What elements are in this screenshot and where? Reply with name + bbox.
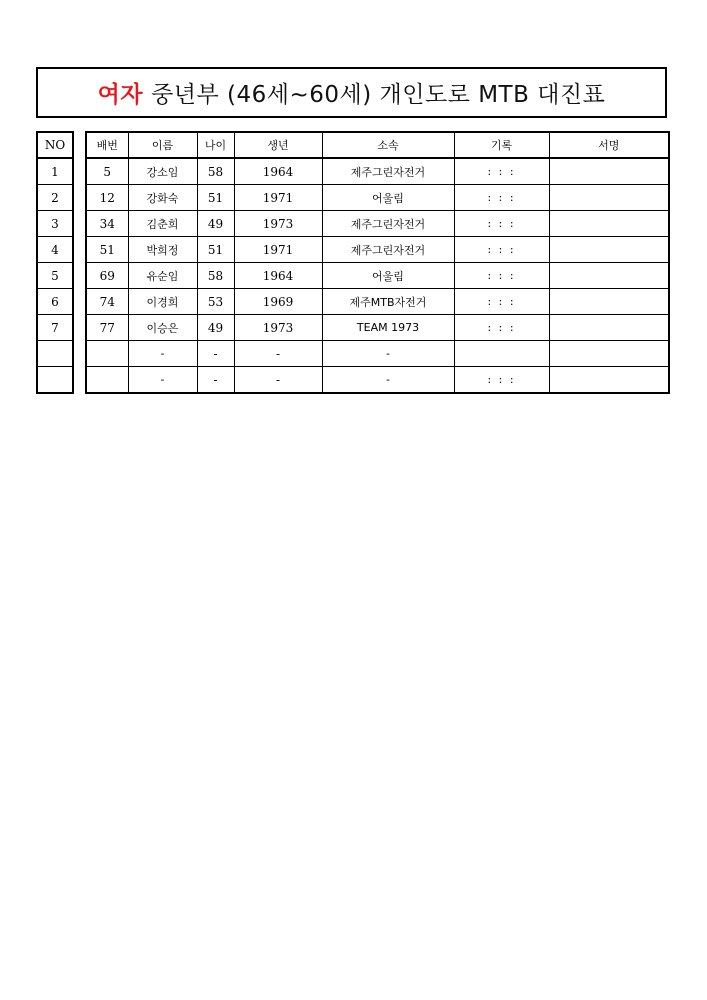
bib-cell: 51 <box>86 237 128 263</box>
no-cell: 1 <box>37 158 73 185</box>
table-row <box>86 289 669 315</box>
name-cell: 이경희 <box>128 289 197 315</box>
header-record: 기록 <box>454 132 549 158</box>
no-cell <box>37 341 73 367</box>
team-cell: 제주그린자전거 <box>322 211 454 237</box>
header-bib: 배번 <box>86 132 128 158</box>
header-birth: 생년 <box>234 132 322 158</box>
team-cell: 어울림 <box>322 185 454 211</box>
bib-cell <box>86 367 128 394</box>
page-title <box>36 67 667 118</box>
signature-cell[interactable] <box>549 263 669 289</box>
name-cell: 박희정 <box>128 237 197 263</box>
record-cell[interactable]: : : : <box>454 289 549 315</box>
birth-year-cell: - <box>234 341 322 367</box>
header-age: 나이 <box>197 132 234 158</box>
team-cell: - <box>322 341 454 367</box>
signature-cell[interactable] <box>549 185 669 211</box>
signature-cell[interactable] <box>549 367 669 394</box>
table-row <box>86 315 669 341</box>
signature-cell[interactable] <box>549 237 669 263</box>
header-sign: 서명 <box>549 132 669 158</box>
age-cell: 51 <box>197 185 234 211</box>
record-cell[interactable] <box>454 341 549 367</box>
team-cell: 제주그린자전거 <box>322 237 454 263</box>
no-cell: 4 <box>37 237 73 263</box>
signature-cell[interactable] <box>549 211 669 237</box>
bib-cell <box>86 341 128 367</box>
table-row <box>86 158 669 185</box>
name-cell: 유순임 <box>128 263 197 289</box>
name-cell: 김춘희 <box>128 211 197 237</box>
table-row <box>86 211 669 237</box>
record-cell[interactable]: : : : <box>454 185 549 211</box>
birth-year-cell: 1964 <box>234 158 322 185</box>
record-cell[interactable]: : : : <box>454 237 549 263</box>
number-column-table <box>36 131 74 394</box>
name-cell: - <box>128 341 197 367</box>
header-team: 소속 <box>322 132 454 158</box>
name-cell: - <box>128 367 197 394</box>
team-cell: 제주그린자전거 <box>322 158 454 185</box>
age-cell: 51 <box>197 237 234 263</box>
record-cell[interactable]: : : : <box>454 158 549 185</box>
bib-cell: 12 <box>86 185 128 211</box>
table-row <box>86 263 669 289</box>
birth-year-cell: 1969 <box>234 289 322 315</box>
no-cell <box>37 367 73 394</box>
age-cell: - <box>197 341 234 367</box>
signature-cell[interactable] <box>549 289 669 315</box>
age-cell: - <box>197 367 234 394</box>
team-cell: - <box>322 367 454 394</box>
name-cell: 강소임 <box>128 158 197 185</box>
birth-year-cell: 1973 <box>234 211 322 237</box>
team-cell: 어울림 <box>322 263 454 289</box>
age-cell: 49 <box>197 315 234 341</box>
birth-year-cell: - <box>234 367 322 394</box>
birth-year-cell: 1973 <box>234 315 322 341</box>
signature-cell[interactable] <box>549 341 669 367</box>
name-cell: 이승은 <box>128 315 197 341</box>
bracket-table <box>85 131 670 394</box>
table-row <box>86 341 669 367</box>
age-cell: 58 <box>197 158 234 185</box>
age-cell: 49 <box>197 211 234 237</box>
no-cell: 5 <box>37 263 73 289</box>
record-cell[interactable]: : : : <box>454 315 549 341</box>
team-cell: TEAM 1973 <box>322 315 454 341</box>
team-cell: 제주MTB자전거 <box>322 289 454 315</box>
bib-cell: 34 <box>86 211 128 237</box>
title-highlight: 여자 <box>97 82 144 108</box>
age-cell: 53 <box>197 289 234 315</box>
record-cell[interactable]: : : : <box>454 263 549 289</box>
record-cell[interactable]: : : : <box>454 367 549 394</box>
name-cell: 강화숙 <box>128 185 197 211</box>
bib-cell: 77 <box>86 315 128 341</box>
signature-cell[interactable] <box>549 315 669 341</box>
no-cell: 2 <box>37 185 73 211</box>
no-cell: 7 <box>37 315 73 341</box>
birth-year-cell: 1964 <box>234 263 322 289</box>
title-text: 중년부 (46세~60세) 개인도로 MTB 대진표 <box>151 82 606 108</box>
birth-year-cell: 1971 <box>234 185 322 211</box>
bib-cell: 74 <box>86 289 128 315</box>
bib-cell: 69 <box>86 263 128 289</box>
birth-year-cell: 1971 <box>234 237 322 263</box>
no-header: NO <box>37 132 73 158</box>
age-cell: 58 <box>197 263 234 289</box>
no-cell: 6 <box>37 289 73 315</box>
table-row <box>86 185 669 211</box>
table-row <box>86 237 669 263</box>
bib-cell: 5 <box>86 158 128 185</box>
header-name: 이름 <box>128 132 197 158</box>
table-row <box>86 367 669 394</box>
no-cell: 3 <box>37 211 73 237</box>
signature-cell[interactable] <box>549 158 669 185</box>
record-cell[interactable]: : : : <box>454 211 549 237</box>
